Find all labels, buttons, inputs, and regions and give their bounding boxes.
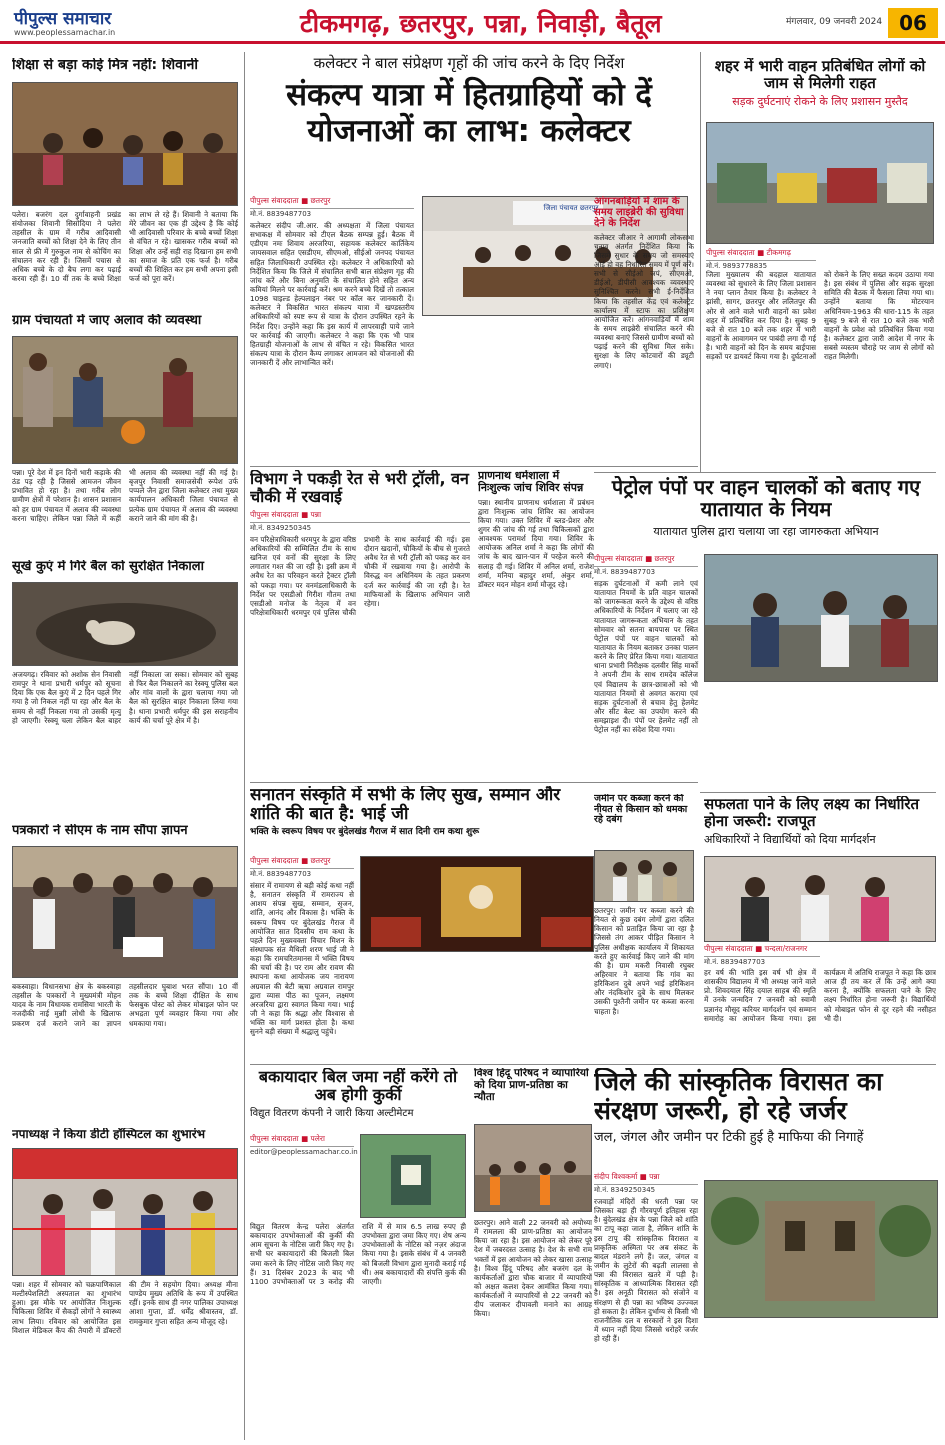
story-body: पन्ना। शहर में सोमवार को चक्रपाणिकाल मल्टीस्पेशलिटी अस्पताल का शुभारंभ हुआ। इस मौके पर आयोजित निःशुल्क चिकित्सा शिविर में सैकड़ों लोगों ने स्वास्थ्य लाभ लिया। रविवार को आयोजित इस विशाल मेडिकल कैंप की तैयारी में डॉक्टरों की टीम ने सहयोग दिया। अध्यक्ष मीना पाण्डेय मुख्य अतिथि के रूप में उपस्थित रहीं। इनके साथ ही नगर पालिका उपाध्यक्ष आशा गुप्ता, डॉ. धर्मेंद्र श्रीवास्तव, डॉ. रामकुमार गुप्ता सहित अन्य मौजूद रहे। — [12, 1280, 238, 1335]
byline: पीपुल्स संवाददाता ■ छतरपुर — [594, 554, 698, 567]
story-title: पेट्रोल पंपों पर वाहन चालकों को बताए गए यातायात के नियम — [611, 476, 921, 522]
story-bhari-vahan — [706, 58, 934, 468]
story-title: प्राणनाथ धर्मशाला में निःशुल्क जांच शिविर संपन्न — [478, 470, 584, 495]
ram-katha-photo — [360, 856, 594, 952]
memorandum-photo — [12, 846, 238, 978]
story-ret-trolley — [250, 470, 470, 778]
divider — [700, 792, 936, 793]
electricity-office-photo — [360, 1134, 466, 1218]
photo-sign-text: जिला पंचायत छतरपुर — [543, 204, 599, 212]
byline: पीपुल्स संवाददाता ■ टीकमगढ़ — [706, 248, 816, 261]
story-body: जिला मुख्यालय की बदहाल यातायात व्यवस्था को सुधारने के लिए जिला प्रशासन ने नया प्लान तैयार किया है। कलेक्टर ने झांसी, सागर, छतरपुर और ललितपुर की ओर से आने वाले भारी वाहनों का प्रवेश शहर में प्रतिबंधित कर दिया है। सुबह 9 बजे से रात 10 बजे तक शहर में भारी वाहनों के आवागमन पर पाबंदी लगा दी गई है। भारी वाहनों को दिन के समय बाईपास सड़कों पर डायवर्ट किया गया है। दुर्घटनाओं को रोकने के लिए सख्त कदम उठाया गया है। इस संबंध में पुलिस और सड़क सुरक्षा समिति की बैठक में फैसला लिया गया था। उन्होंने बताया कि मोटरयान अधिनियम-1963 की धारा-115 के तहत सुबह 9 बजे से रात 10 बजे तक भारी वाहनों के प्रवेश को प्रतिबंधित किया गया है। कलेक्टर द्वारा जारी आदेश में नगर के सबसे व्यस्तम चौराहे पर जाम से लोगों को राहत मिलेगी। — [706, 270, 934, 362]
story-body: संसार में रामायण से बड़ी कोई कथा नहीं है, सनातन संस्कृति में रामराज्य से आशय संपन्न सुख, सम्मान, सृजन, शांति, आनंद और विकास है। भक्ति के स्वरूप विषय पर बुंदेलखंड गैराज में आयोजित सात दिवसीय राम कथा के पहले दिन मुख्यवक्ता विचार मिशन के संस्थापक संत मैथिली शरण भाई जी ने कहा कि रामचरितमानस में भक्ति विषय की चर्चा की है। पर राम और रावण की स्थापना कथा आयोजक जय नारायण अग्रवाल की बेटी ऋचा अग्रवाल रामपुर द्वारा व्यास पीठ का पूजन, लक्ष्मण अरजरिया द्वारा स्वागत किया गया। भाई जी ने कहा कि श्रद्धा और विश्वास से भक्ति का मार्ग प्रशस्त होता है। कथा सुनने बड़ी संख्या में श्रद्धालु पहुंचे। — [250, 881, 354, 1037]
issue-date: मंगलवार, 09 जनवरी 2024 — [786, 17, 883, 27]
story-body: कलेक्टर जीआर ने आगामी लोकसभा चुनाव अंतर्गत निर्देशित किया कि जिसमें सुधार के समय जो समस्याएं आई हो वह निर्धारित समय में पूर्ण करें। सभी से सीईओ जपं, सीएमओ, डीईओ, डीपीसी आवश्यक व्यवस्थाएं सुनिश्चित करने। सभी ई-निर्देशित किया कि तहसील केंद्र एवं कलेक्ट्रेट कार्यालय में स्टाफ का प्रशिक्षण आयोजित करें। आंगनवाड़ियों में शाम के समय लाइब्रेरी संचालित करने की व्यवस्था बनाएं जिससे ग्रामीण बच्चों को पढ़ाई करने की सुविधा मिल सके। सुरक्षा के लिए कोटवारों की ड्यूटी लगाएं। — [594, 232, 694, 370]
story-body: पन्ना। पूरे देश में इन दिनों भारी कड़ाके की ठंड पड़ रही है जिससे आमजन जीवन प्रभावित हो रहा है। तथा गरीब लोग ग्रामीण क्षेत्रों में परेशान है। शासन प्रशासन को हर ग्राम पंचायत में अलाव की व्यवस्था करना चाहिए। लेकिन पन्ना जिले में कहीं भी अलाव की व्यवस्था नहीं की गई है। बृजपुर निवासी समाजसेवी रूपेश उर्फ पप्पले जैन द्वारा जिला कलेक्टर तथा मुख्य कार्यपालन अधिकारी जिला पंचायत से प्रत्येक ग्राम पंचायत में अलाव की व्यवस्था कराने जाने की मांग की है। — [12, 468, 238, 523]
column-divider — [700, 52, 701, 472]
mobile-number: मो.नं. 8839487703 — [250, 210, 312, 218]
story-title: विभाग ने पकड़ी रेत से भरी ट्रॉली, वन चौकी में रखवाई — [250, 470, 469, 506]
heritage-ruins-photo — [704, 1180, 938, 1318]
story-title: जमीन पर कब्जा करने की नीयत से किसान को धमका रहे दबंग — [594, 794, 688, 826]
story-body: अजयगढ़। रविवार को अशोक सेन निवासी रामपुर ने थाना प्रभारी धर्मपुर को सूचना दिया कि एक बैल कुएं में 2 दिन पहले गिर गया है जो निकल नहीं पा रहा और बैल के समय से नहीं निकला गया तो उसकी मृत्यु हो जाएगी। रेस्क्यू चला लेकिन बैल बाहर नहीं निकाला जा सका। सोमवार को सुबह से फिर बैल निकालने का रेस्क्यू पुलिस बल और गांव वालों के द्वारा चलाया गया जो बैल को सुरक्षित बाहर निकाला लिया गया है। थाना प्रभारी धर्मपुर की इस सराहनीय कार्य की चर्चा पूरे क्षेत्र में है। — [12, 670, 238, 725]
story-safalta — [704, 796, 936, 1060]
story-body: पलेरा। बजरंग दल दुर्गावाहनी प्रखंड संयोजका शिवानी सिसोदिया ने पलेरा तहसील के ग्राम में गरीब आदिवासी जनजाति बच्चों को शिक्षा देने के लिए तीन साल से फ्री में गुरुकुल नाम से कोचिंग का संचालन कर रही हैं। जिसमें पचास से अधिक बच्चे के दो बैच लगा कर पढ़ाई करवा रही हैं। 10 वीं तक के बच्चे शिक्षा का लाभ ले रहे हैं। शिवानी ने बताया कि मेरे जीवन का एक ही उद्देश्य है कि कोई भी आदिवासी परिवार के बच्चे बच्चों शिक्षा से वंचित न रहे। खासकर गरीब बच्चों को शिक्षा और उन्हें सही राह दिखाना हम सभी का समाज के प्रति एक फर्ज है। गरीब बच्चों की शिक्षित कर हम सभी अपना इसी फर्ज को पूरा करें। — [12, 210, 238, 283]
hospital-inauguration-photo — [12, 1148, 238, 1276]
column-divider — [244, 52, 245, 1440]
story-gyapan — [12, 824, 238, 1120]
story-title: सफलता पाने के लिए लक्ष्य का निर्धारित होना जरूरी: राजपूत — [704, 796, 920, 830]
story-title: ग्राम पंचायतों में जाए अलाव की व्यवस्था — [12, 314, 202, 328]
story-sanatan — [250, 786, 594, 1058]
story-title: जिले की सांस्कृतिक विरासत का संरक्षण जरूरी, हो रहे जर्जर — [594, 1068, 883, 1125]
story-bail — [12, 560, 238, 818]
story-bakayadar — [250, 1068, 466, 1440]
well-rescue-photo — [12, 582, 238, 666]
byline: पीपुल्स संवाददाता ■ छतरपुर — [250, 856, 354, 869]
story-body: छतरपुर। जमीन पर कब्जा करने की नियत से कुछ दबंग लोगों द्वारा दलित किसान को प्रताड़ित किया जा रहा है जिससे तंग आकर पीड़ित किसान ने पुलिस अधीक्षक कार्यालय में शिकायत करते हुए कार्रवाई किए जाने की मांग की है। ग्राम मकरी निवासी रघुबर अहिरवार ने बताया कि गांव का हरिकिशन दुबे अपने भाई हरिकिशन और नंदकिशोर दुबे के साथ मिलकर उसकी पुश्तैनी जमीन पर कब्जा करना चाहता है। — [594, 906, 694, 1016]
divider — [594, 472, 936, 473]
story-prannath — [478, 470, 594, 778]
story-vhp — [474, 1068, 592, 1440]
divider — [594, 1064, 936, 1065]
story-body: बकस्वाहा। विधानसभा क्षेत्र के बकस्वाहा तहसील के पत्रकारों ने मुख्यमंत्री मोहन यादव के नाम विधायक रामसिया भारती के नजदीकी नाई मुन्नाी लोधी के खिलाफ प्रकरण दर्ज कराने जाने का ज्ञापन तहसीलदार घुबाश भरत सौंपा। 10 वीं तक के बच्चे शिक्षा दीक्षित के साथ फेसबुक पोस्ट को लेकर मोबाइल फोन पर अभद्रता पूर्ण व्यवहार किया गया और धमकाया गया। — [12, 982, 238, 1028]
edition-title: टीकमगढ़, छतरपुर, पन्ना, निवाड़ी, बैतूल — [300, 9, 662, 38]
email-address[interactable]: editor@peoplessamachar.co.in — [250, 1148, 358, 1156]
mobile-number: मो.नं. 8839487703 — [250, 870, 312, 878]
lead-headline: संकल्प यात्रा में हितग्राहियों को दें योजनाओं का लाभ: कलेक्टर — [286, 77, 652, 149]
traffic-photo — [706, 122, 934, 244]
story-title: बकायादार बिल जमा नहीं करेंगे तो अब होगी कुर्की — [258, 1068, 458, 1104]
farmer-photo — [594, 850, 694, 902]
story-title: शहर में भारी वाहन प्रतिबंधित लोगों को जाम से मिलेगी राहत — [714, 58, 926, 92]
story-body: हर वर्ष की भांति इस वर्ष भी क्षेत्र में शासकीय विद्यालय में भी अध्यक्ष जाने वाले प्रो. शिवदयाल सिंह दयाल साहब की स्मृति में उनके जन्मदिन 7 जनवरी को स्वामी प्रज्ञानंद मौसूद करियर मार्गदर्शन एवं सम्मान समारोह का आयोजन किया गया। इस कार्यक्रम में अतिथि राजपूत ने कहा कि छात्र आज ही तय कर लें कि उन्हें आगे क्या करना है, क्योंकि सफलता पाने के लिए लक्ष्य निर्धारित होना जरूरी है। विद्यार्थियों को मोबाइल फोन से दूर रहने की नसीहत भी दी। — [704, 968, 936, 1023]
story-body: कलेक्टर संदीप जी.आर. की अध्यक्षता में जिला पंचायत सभाकक्ष में सोमवार को टीएल बैठक सम्पन्न हुई। बैठक में एडीएम नमः शिवाय अरजरिया, सहायक कलेक्टर कार्तिकेय जायसवाल सहित एसडीएम, सीएमओ, सीईओ जनपद पंचायत सहित जिलाधिकारी उपस्थित रहे। कलेक्टर ने अधिकारियों को निर्देशित किया कि जिले में संचालित सभी बाल संप्रेक्षण गृह की जांच करें और बिना अनुमति के संचालित होने सहित अन्य कमियां मिलने पर कार्रवाई करें। श्रम करने बच्चे दिखें तो तत्काल 1098 चाइल्ड हेल्पलाइन नंबर पर कॉल कर जानकारी दें। कलेक्टर ने विकसित भारत संकल्प यात्रा में खण्डस्तरीय अधिकारियों को स्पष्ट रूप से यात्रा के दौरान उपस्थित रहने के निर्देश दिए। उन्होंने कहा कि इस कार्य में लापरवाही पाये जाने पर कार्रवाई की जाएगी। कलेक्टर ने कहा कि एक भी पात्र हितग्राही योजनाओं के लाभ से वंचित न रहे। विकसित भारत संकल्प यात्रा के दौरान कैम्प लगाकर आमजन को योजनाओं की जानकारी दें और लाभान्वित करें। — [250, 221, 414, 368]
byline: संदीप विश्वकर्मा ■ पन्ना — [594, 1172, 698, 1185]
byline: पीपुल्स संवाददाता ■ पन्ना — [250, 510, 470, 523]
classroom-photo — [12, 82, 238, 206]
petrol-pump-photo — [704, 554, 938, 682]
story-title: शिक्षा से बड़ा कोई मित्र नहीं: शिवानी — [12, 58, 198, 73]
newspaper-logo: पीपुल्स समाचार — [14, 9, 112, 29]
story-title: आंगनबाड़ियों में शाम के समय लाइब्रेरी की सुविधा देने के निर्देश — [594, 196, 684, 230]
byline: पीपुल्स संवाददाता ■ पलेरा — [250, 1134, 354, 1147]
story-body-cont — [360, 956, 594, 1056]
mobile-number: मो.नं. 8349250345 — [250, 523, 312, 532]
story-title: विश्व हिंदू परिषद ने व्यापारियों को दिया प्राण-प्रतिष्ठा का न्यौता — [474, 1068, 589, 1103]
story-petrol-pump — [594, 476, 938, 792]
story-title: नपाध्यक्ष ने किया डीटी हॉस्पिटल का शुभारंभ — [12, 1128, 206, 1141]
story-title: सनातन संस्कृति में सभी के लिए सुख, सम्मान और शांति की बात है: भाई जी — [250, 786, 561, 825]
story-body: वन परिक्षेत्राधिकारी धरमपुर के द्वारा वरिष्ठ अधिकारियों की सम्मिलित टीम के साथ खनिज एवं वनों की सुरक्षा के लिए लगातार गश्त की जा रही है। इसी क्रम में अवैध रेत का परिवहन करते ट्रैक्टर ट्रॉली को पकड़ा गया। पर वनमंडलाधिकारी के निर्देश पर एसडीओ गिरीश गौतम तथा एसडीओ मनोज के नेतृत्व में वन परिक्षेत्राधिकारी धरमपुर एवं पुलिस चौकी प्रभारी के साथ कार्रवाई की गई। इस दौरान खदानों, चौकियों के बीच से गुजरते अवैध रेत से भरी ट्रॉली को पकड़ कर वन चौकी में रखवाया गया है। आरोपी के विरुद्ध वन अधिनियम के तहत प्रकरण दर्ज कर कार्रवाई की जा रही है। रेत माफियाओं के खिलाफ अभियान जारी रहेगा। — [250, 534, 470, 617]
bonfire-photo — [12, 336, 238, 464]
story-aanganwadi — [594, 196, 694, 466]
page-number: 06 — [888, 8, 938, 38]
story-hospital — [12, 1128, 238, 1438]
story-body: पन्ना। स्थानीय प्राणनाथ धर्मशाला में प्रबंधन द्वारा निःशुल्क जांच शिविर का आयोजन किया गया। उक्त शिविर में ब्लड-प्रेशर और शुगर की जांच की गई तथा चिकित्सकों द्वारा आवश्यक परामर्श दिया गया। शिविर के आयोजक अनिल शर्मा ने कहा कि लोगों की जांच के बाद खान-पान में परहेज करने की सलाह दी गई। शिविर में अनिल शर्मा, राजेश शर्मा, मनिया बहादुर शर्मा, अंकुर शर्मा, डॉक्टर मदन मोहन शर्मा मौजूद रहे। — [478, 497, 594, 589]
story-subtitle: अधिकारियों ने विद्यार्थियों को दिया मार्गदर्शन — [704, 832, 876, 846]
mobile-number: मो.नं. 9893778835 — [706, 262, 768, 270]
story-alav — [12, 314, 238, 554]
award-ceremony-photo — [704, 856, 936, 942]
divider — [250, 466, 698, 467]
story-subtitle: जल, जंगल और जमीन पर टिकी हुई है माफिया की निगाहें — [594, 1129, 864, 1145]
story-body: विद्युत वितरण केन्द्र पलेरा अंतर्गत बकायादार उपभोक्ताओं की कुर्की की आम सूचना के नोटिस जारी किए गए है। सभी घर बकायादारों की बिजली बिल जमा करने के लिए नोटिस जारी किए गए हैं। 31 दिसंबर 2023 के बाद भी 1100 उपभोक्ताओं पर 3 करोड़ की राशि में से मात्र 6.5 लाख रुपए ही उपभोक्ता द्वारा जमा किए गए। शेष अन्य उपभोक्ताओं के नोटिस को नज़र अंदाज किया गया है। इसके संबंध में 4 जनवरी को बिजली विभाग द्वारा मुनादी कराई गई थी। अब बकायादारों की संपत्ति कुर्क की जाएगी। — [250, 1222, 466, 1286]
story-body: रजवाड़ों मंदिरों की धरती पन्ना पर जिसका बड़ा ही गौरवपूर्ण इतिहास रहा है। बुंदेलखंड क्षेत्र के पन्ना जिले को शांति का टापू कहा जाता है, लेकिन शांति के इस टापू की सांस्कृतिक विरासत व प्राकृतिक अस्मिता पर अब संकट के बादल मंडराने लगे हैं। जल, जंगल व जमीन के लुटेरों की बढ़ती लालसा से पन्ना की विरासत खतरे में पड़ी है। सांस्कृतिक व आध्यात्मिक विरासत रही है। इस अनूठी विरासत को संजोने व संरक्षण से ही पन्ना का भविष्य उज्ज्वल हो सकता है। लेकिन दुर्भाग्य से किसी भी राजनीतिक दल व सरकारों ने इस दिशा में ध्यान नहीं दिया जिससे धरोहरें जर्जर हो रही हैं। — [594, 1197, 698, 1344]
story-virasat — [594, 1068, 938, 1440]
story-title: पत्रकारों ने सीएम के नाम सौंपा ज्ञापन — [12, 824, 188, 838]
story-jameen — [594, 794, 694, 1058]
story-body: सड़क दुर्घटनाओं में कमी लाने एवं यातायात नियमों के प्रति वाहन चालकों को जागरूकता करने के उद्देश्य से वरिष्ठ अधिकारियों के निर्देशन में चलाए जा रहे यातायात जागरूकता अभियान के तहत सोमवार को सतना बायपास पर स्थित पेट्रोल पंपों पर वाहन चालकों को यातायात के नियम बताकर उनका पालन करने के लिए प्रेरित किया गया। यातायात थाना प्रभारी निरीक्षक दलवीर सिंह मार्को ने अपनी टीम के साथ रामदेव कॉलेज एवं विद्यालय के छात्र-छात्राओं को भी यातायात नियमों से अवगत कराया एवं सड़क दुर्घटनाओं से बचाव हेतु हेलमेट और सीट बेल्ट का उपयोग करने की समझाइश दी। पंपों पर हेलमेट नहीं तो पेट्रोल नहीं का संदेश दिया गया। — [594, 579, 698, 735]
mobile-number: मो.नं. 8839487703 — [704, 958, 766, 966]
mobile-number: मो.नं. 8839487703 — [594, 568, 656, 576]
vhp-procession-photo — [474, 1124, 592, 1212]
lead-kicker: कलेक्टर ने बाल संप्रेक्षण गृहों की जांच करने के दिए निर्देश — [313, 54, 625, 72]
story-body: छतरपुर। आने वाली 22 जनवरी को अयोध्या में रामलला की प्राण-प्रतिष्ठा का आयोजन किया जा रहा है। इस आयोजन को लेकर पूरे देश में जबरदस्त उत्साह है। देश के सभी राम भक्तों में इस आयोजन को लेकर खासा उत्साह है। विश्व हिंदू परिषद और बजरंग दल के कार्यकर्ताओं द्वारा चौक बाजार में व्यापारियों को अक्षत कलश देकर आमंत्रित किया गया। कार्यकर्ताओं ने व्यापारियों से 22 जनवरी को दीप जलाकर दीपावली मनाने का आग्रह किया। — [474, 1218, 592, 1319]
byline: पीपुल्स संवाददाता ■ चन्दला/राजनगर — [704, 944, 820, 957]
story-subtitle: सड़क दुर्घटनाएं रोकने के लिए प्रशासन मुस्तैद — [732, 94, 908, 108]
story-title: सूखे कुएं में गिरे बैल को सुरक्षित निकाला — [12, 560, 204, 574]
website-url[interactable]: www.peoplessamachar.in — [14, 28, 116, 37]
story-subtitle: विद्युत वितरण कंपनी ने जारी किया अल्टीमेटम — [250, 1107, 414, 1119]
story-subtitle: यातायात पुलिस द्वारा चलाया जा रहा जागरुकता अभियान — [653, 524, 879, 538]
story-shiksha — [12, 58, 238, 308]
story-subtitle: भक्ति के स्वरूप विषय पर बुंदेलखंड गैराज में सात दिनी राम कथा शुरू — [250, 827, 480, 838]
mobile-number: मो.नं. 8349250345 — [594, 1186, 656, 1194]
byline: पीपुल्स संवाददाता ■ छतरपुर — [250, 196, 414, 209]
masthead — [0, 0, 945, 44]
